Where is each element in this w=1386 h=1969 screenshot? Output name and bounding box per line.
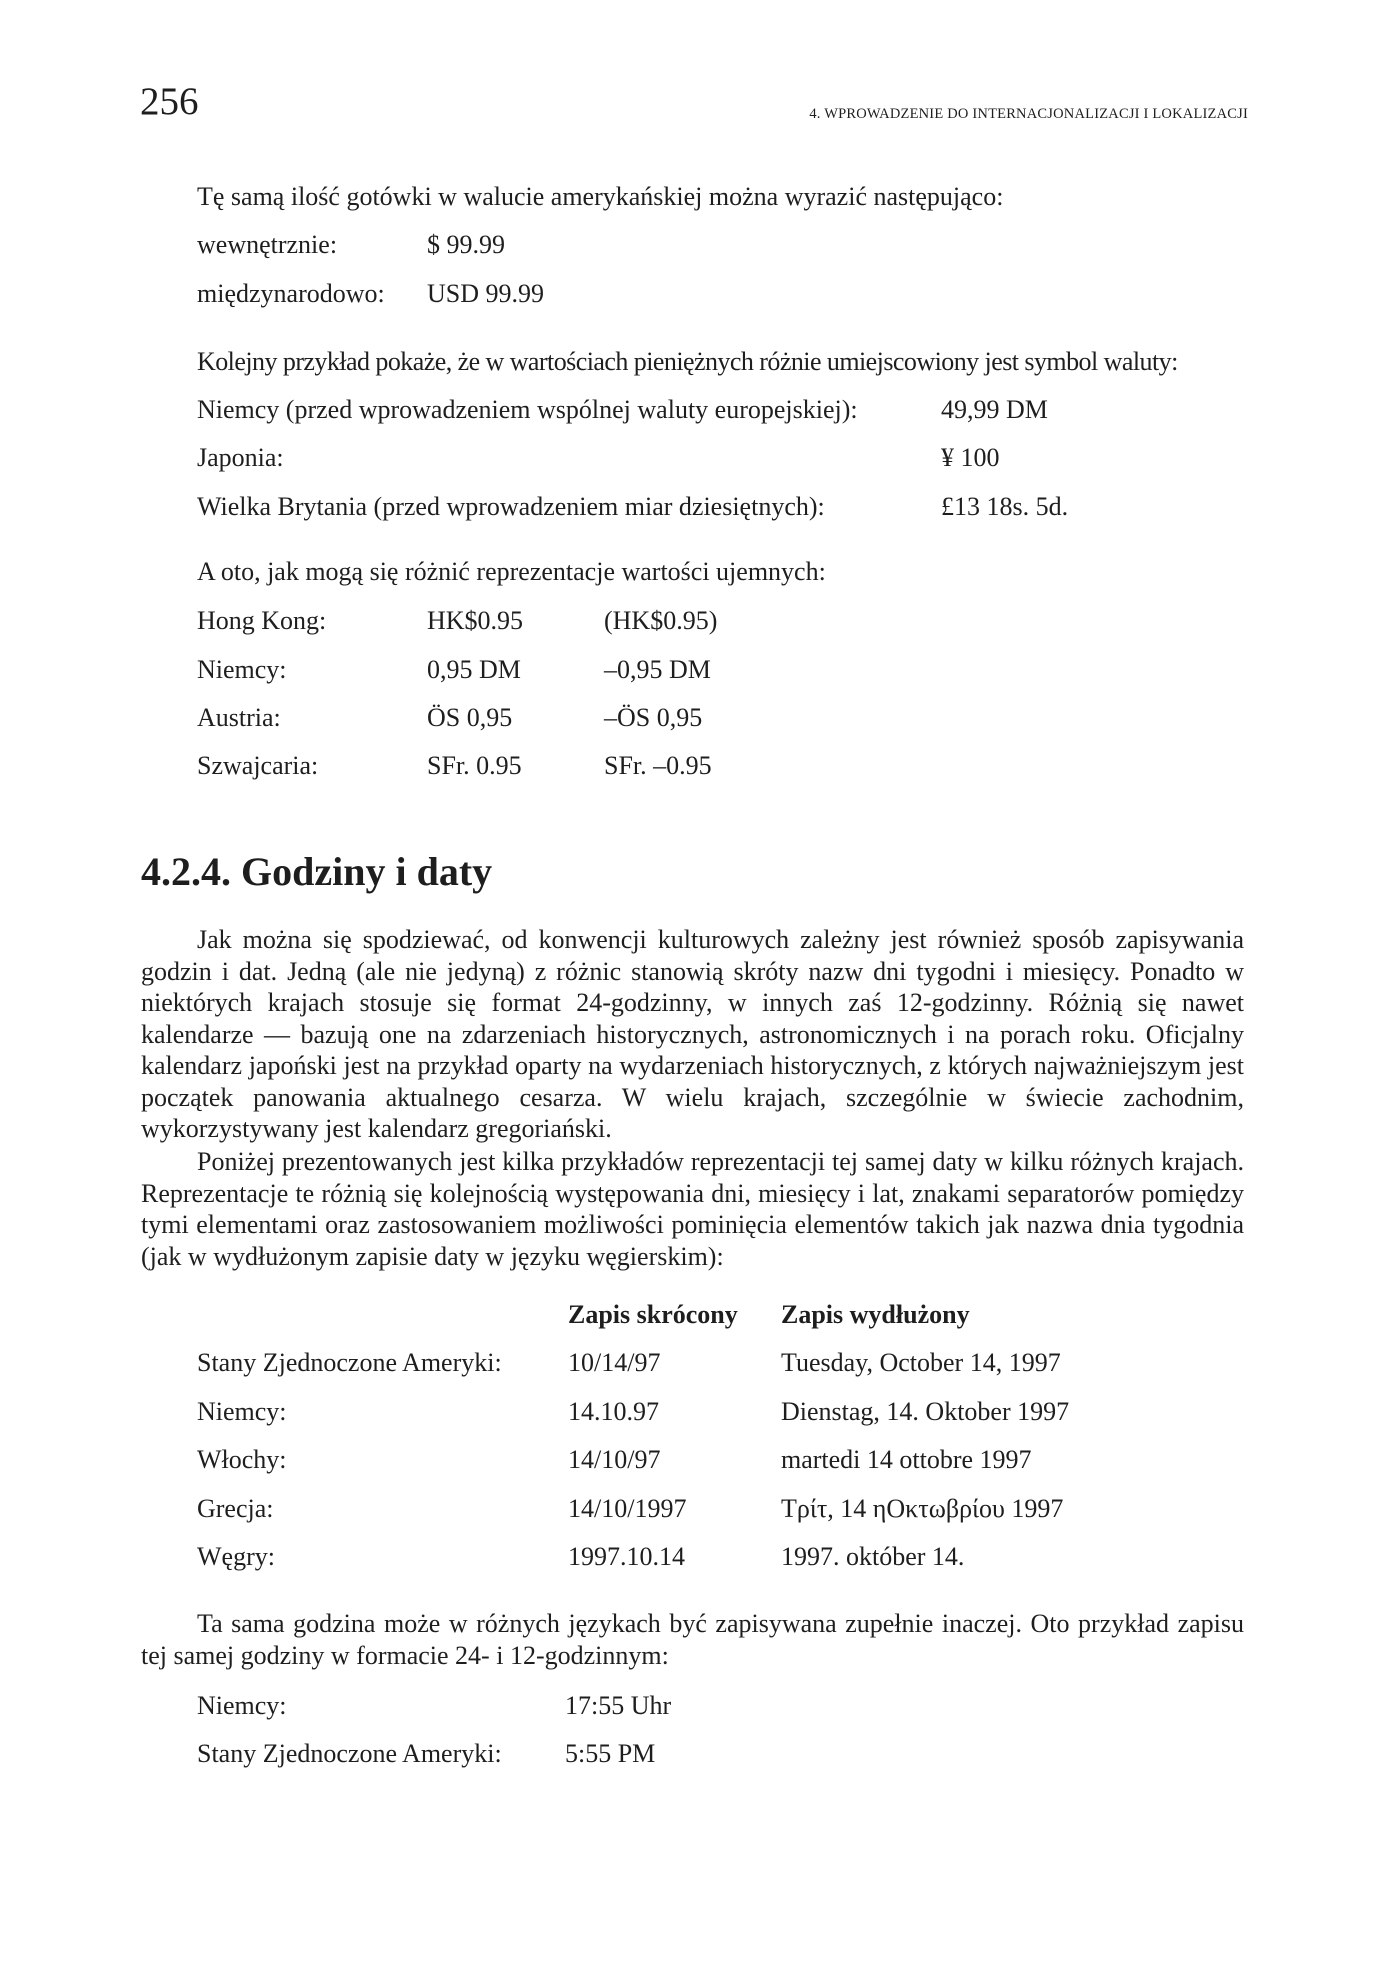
usd-row-label: wewnętrznie:: [197, 230, 338, 259]
negative-row-negative: –0,95 DM: [604, 655, 711, 684]
usd-intro: Tę samą ilość gotówki w walucie amerykańskiej można wyrazić następująco:: [197, 182, 1004, 211]
negative-row-negative: –ÖS 0,95: [604, 703, 703, 732]
negative-row-country: Hong Kong:: [197, 606, 327, 635]
symbol-row-value: ¥ 100: [941, 443, 1000, 472]
date-row-country: Grecja:: [197, 1494, 274, 1523]
paragraph-text: Poniżej prezentowanych jest kilka przykładów reprezentacji tej samej daty w kilku różnych krajach. Reprezentacje te różnią się kolejnością występowania dni, miesięcy i lat, znakami separatorów pomiędzy tymi elementami oraz zastosowaniem możliwości pominięcia elementów takich jak nazwa dnia tygodnia (jak w wydłużonym zapisie daty w języku węgierskim):: [141, 1147, 1244, 1271]
time-row-value: 17:55 Uhr: [565, 1691, 672, 1720]
running-header: 4. WPROWADZENIE DO INTERNACJONALIZACJI I LOKALIZACJI: [809, 106, 1248, 122]
date-table-header-short: Zapis skrócony: [568, 1300, 738, 1329]
negative-row-positive: ÖS 0,95: [427, 703, 513, 732]
time-row-value: 5:55 PM: [565, 1739, 656, 1768]
negative-row-positive: SFr. 0.95: [427, 751, 522, 780]
symbol-row-label: Japonia:: [197, 443, 284, 472]
body-paragraph: [141, 1608, 1244, 1671]
time-row-country: Stany Zjednoczone Ameryki:: [197, 1739, 502, 1768]
negative-row-positive: HK$0.95: [427, 606, 524, 635]
negative-row-country: Austria:: [197, 703, 281, 732]
date-row-short: 14.10.97: [568, 1397, 659, 1426]
date-row-short: 1997.10.14: [568, 1542, 685, 1571]
date-row-long: Tuesday, October 14, 1997: [781, 1348, 1061, 1377]
date-row-country: Stany Zjednoczone Ameryki:: [197, 1348, 502, 1377]
symbol-row-label: Wielka Brytania (przed wprowadzeniem miar dziesiętnych):: [197, 492, 825, 521]
paragraph-text: Ta sama godzina może w różnych językach być zapisywana zupełnie inaczej. Oto przykład zapisu tej samej godziny w formacie 24- i 12-godzinnym:: [141, 1609, 1244, 1670]
symbol-row-label: Niemcy (przed wprowadzeniem wspólnej waluty europejskiej):: [197, 395, 858, 424]
date-row-short: 14/10/1997: [568, 1494, 687, 1523]
date-table-header-long: Zapis wydłużony: [781, 1300, 970, 1329]
time-row-country: Niemcy:: [197, 1691, 287, 1720]
negative-row-country: Niemcy:: [197, 655, 287, 684]
date-row-long: Τρίτ, 14 ηΟκτωβρίου 1997: [781, 1494, 1064, 1523]
date-row-long: Dienstag, 14. Oktober 1997: [781, 1397, 1070, 1426]
negative-row-negative: SFr. –0.95: [604, 751, 712, 780]
date-row-long: martedi 14 ottobre 1997: [781, 1445, 1032, 1474]
symbol-row-value: 49,99 DM: [941, 395, 1048, 424]
body-paragraph: [141, 924, 1244, 1145]
symbol-row-value: £13 18s. 5d.: [941, 492, 1069, 521]
page-number: 256: [140, 80, 199, 123]
date-row-short: 14/10/97: [568, 1445, 661, 1474]
usd-row-value: USD 99.99: [427, 279, 545, 308]
symbol-intro: Kolejny przykład pokaże, że w wartościach pieniężnych różnie umiejscowiony jest symbol waluty:: [197, 347, 1178, 376]
usd-row-label: międzynarodowo:: [197, 279, 385, 308]
section-heading: 4.2.4. Godziny i daty: [141, 849, 493, 894]
paragraph-text: Jak można się spodziewać, od konwencji kulturowych zależny jest również sposób zapisywania godzin i dat. Jedną (ale nie jedyną) z różnic stanowią skróty nazw dni tygodni i miesięcy. Ponadto w niektórych krajach stosuje się format 24-godzinny, w innych zaś 12-godzinny. Różnią się nawet kalendarze — bazują one na zdarzeniach historycznych, astronomicznych i na porach roku. Oficjalny kalendarz japoński jest na przykład oparty na wydarzeniach historycznych, z których najważniejszym jest początek panowania aktualnego cesarza. W wielu krajach, szczególnie w świecie zachodnim, wykorzystywany jest kalendarz gregoriański.: [141, 925, 1244, 1143]
negative-row-negative: (HK$0.95): [604, 606, 718, 635]
date-row-long: 1997. október 14.: [781, 1542, 965, 1571]
date-row-country: Włochy:: [197, 1445, 287, 1474]
date-row-country: Niemcy:: [197, 1397, 287, 1426]
date-row-country: Węgry:: [197, 1542, 275, 1571]
usd-row-value: $ 99.99: [427, 230, 505, 259]
negative-row-positive: 0,95 DM: [427, 655, 521, 684]
body-paragraph: [141, 1146, 1244, 1272]
date-row-short: 10/14/97: [568, 1348, 661, 1377]
negative-intro: A oto, jak mogą się różnić reprezentacje wartości ujemnych:: [197, 557, 826, 586]
negative-row-country: Szwajcaria:: [197, 751, 319, 780]
